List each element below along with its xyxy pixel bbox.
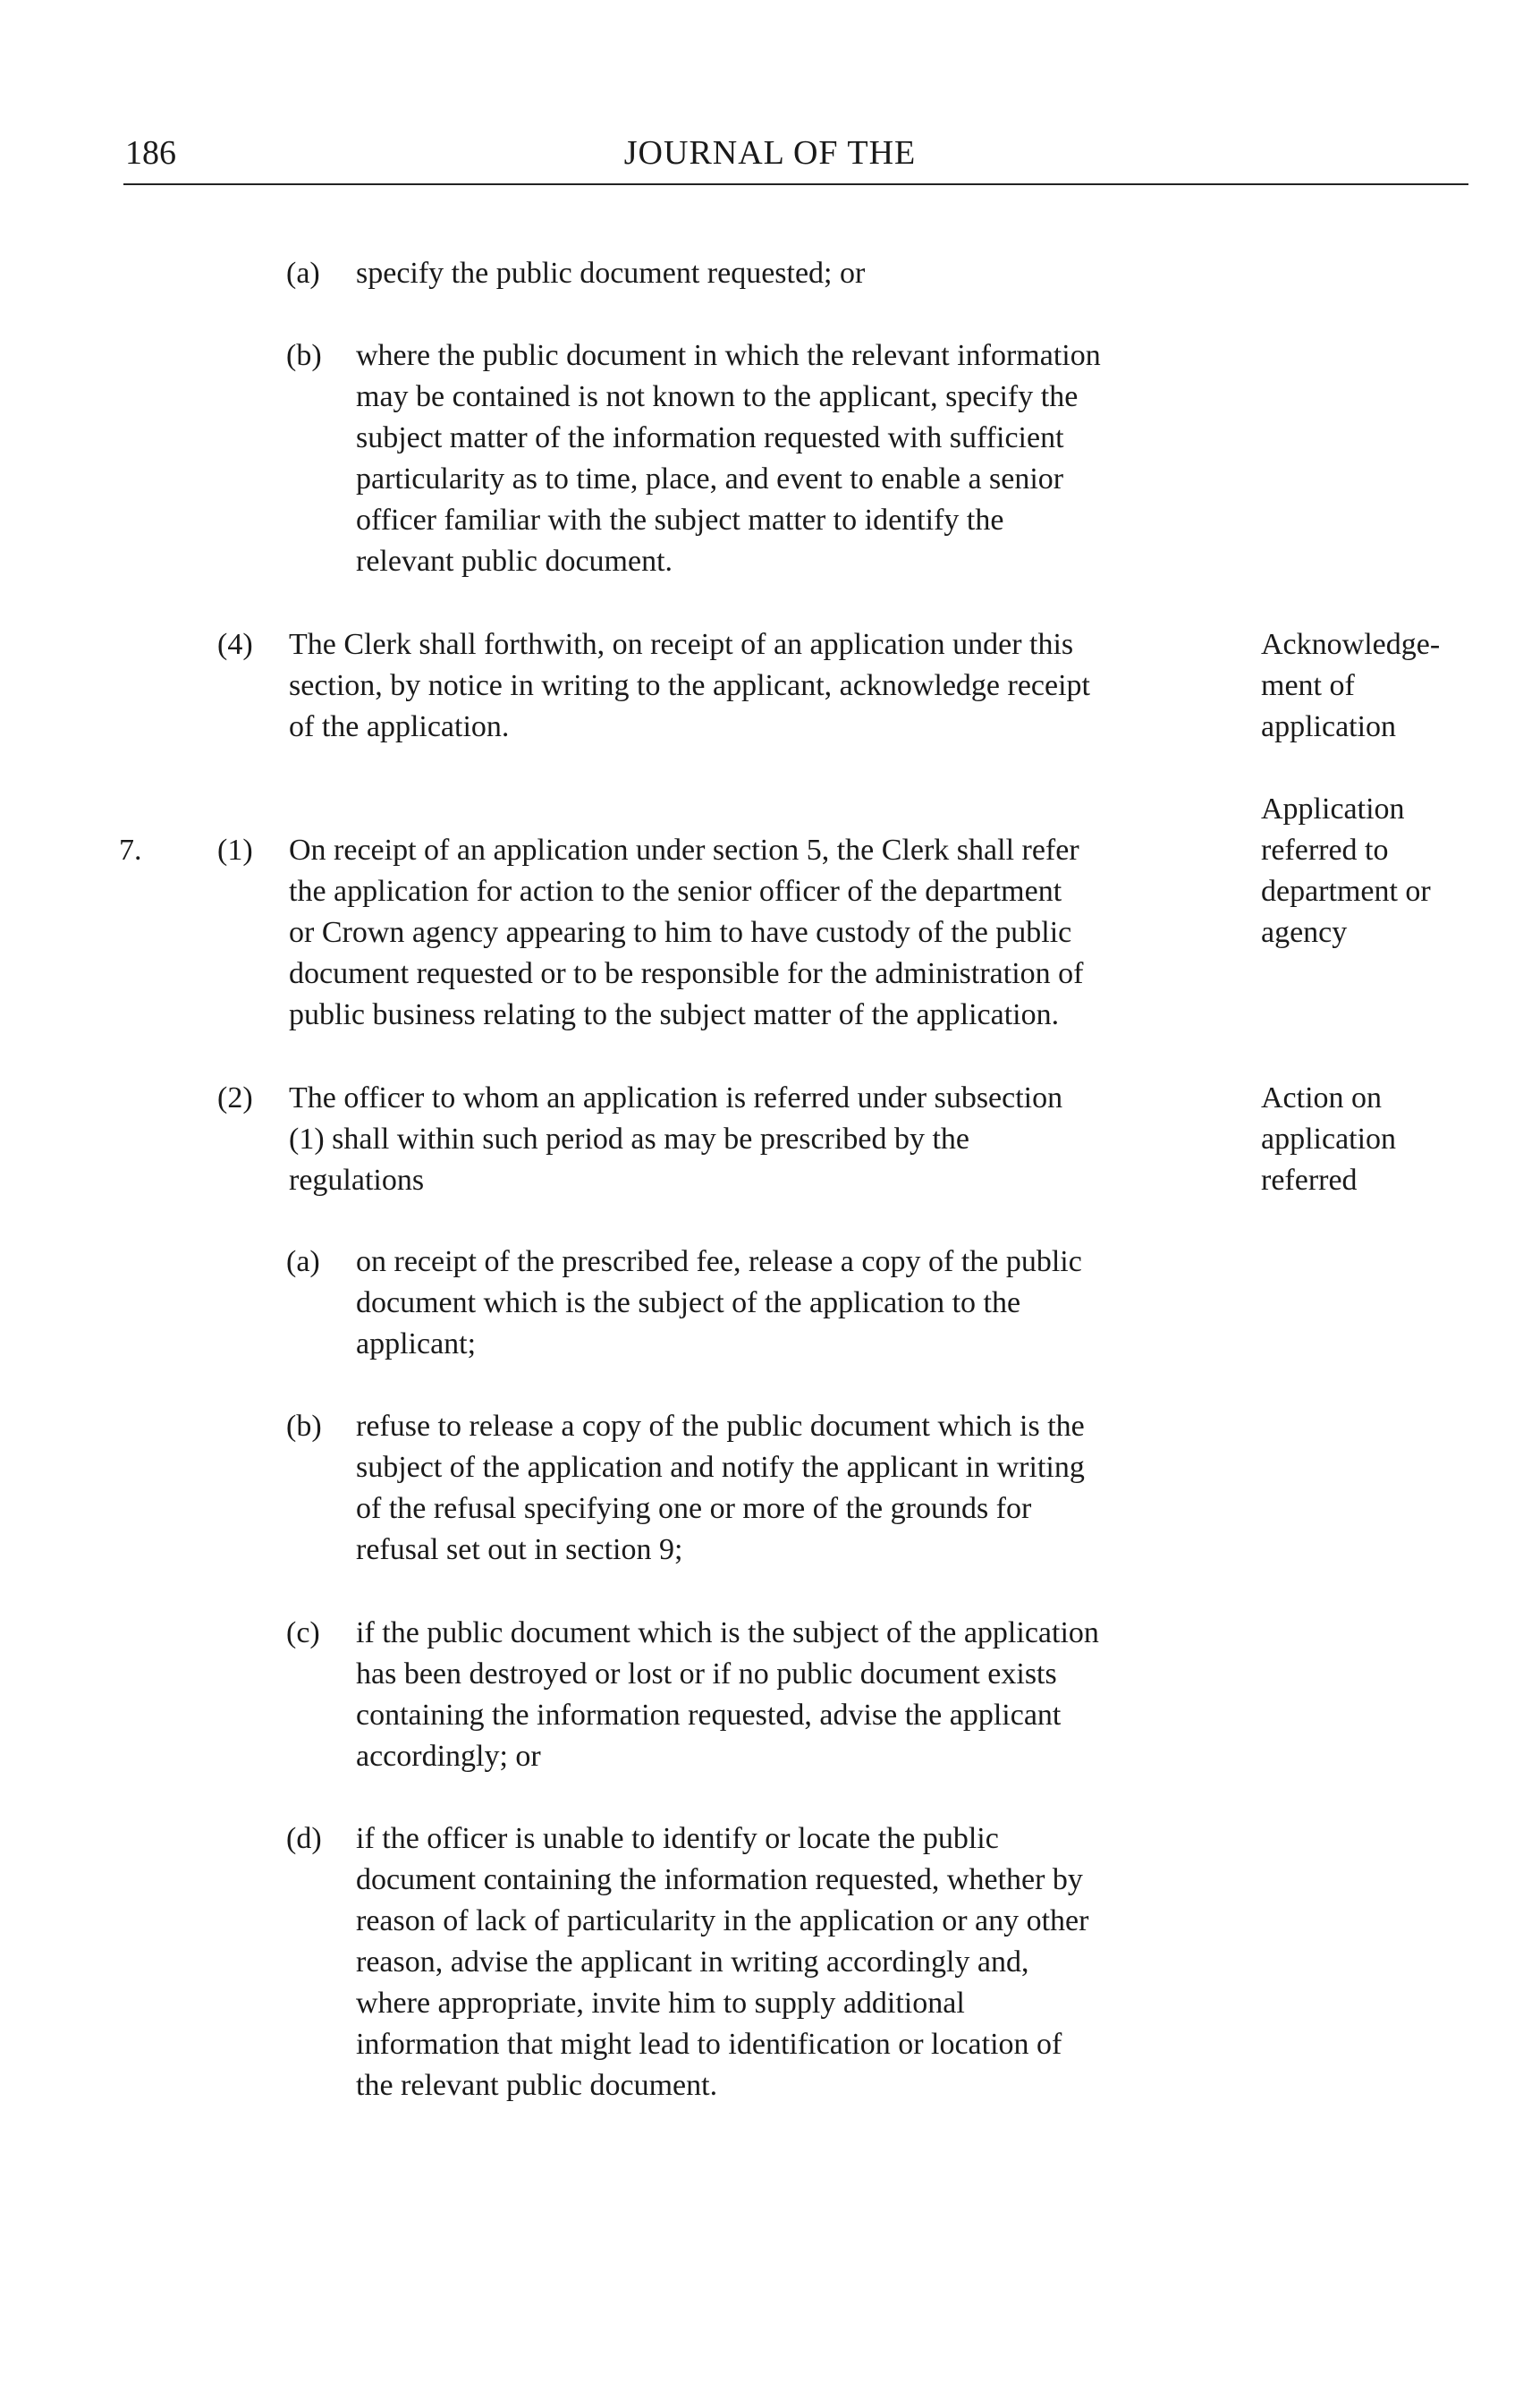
text-line: subject matter of the information requested with sufficient bbox=[356, 421, 1064, 454]
text-line: relevant public document. bbox=[356, 545, 673, 578]
margin-note-line: Acknowledge- bbox=[1261, 628, 1441, 661]
text-line: specify the public document requested; or bbox=[356, 257, 866, 290]
text-line: officer familiar with the subject matter to identify the bbox=[356, 504, 1004, 537]
margin-note-line: application bbox=[1261, 710, 1397, 743]
margin-note-line: ment of bbox=[1261, 669, 1355, 702]
text-line: refusal set out in section 9; bbox=[356, 1533, 683, 1566]
margin-note-line: department or bbox=[1261, 875, 1431, 908]
text-line: accordingly; or bbox=[356, 1740, 541, 1773]
header-rule bbox=[123, 183, 1468, 185]
margin-note-line: referred to bbox=[1261, 834, 1389, 867]
clause-label: (b) bbox=[286, 339, 322, 372]
subsection-label: (4) bbox=[217, 628, 253, 661]
text-line: document requested or to be responsible for the administration of bbox=[289, 957, 1084, 990]
text-line: The Clerk shall forthwith, on receipt of an application under this bbox=[289, 628, 1074, 661]
text-line: or Crown agency appearing to him to have custody of the public bbox=[289, 916, 1072, 949]
text-line: information that might lead to identification or location of bbox=[356, 2028, 1062, 2061]
text-line: may be contained is not known to the applicant, specify the bbox=[356, 380, 1079, 413]
text-line: containing the information requested, advise the applicant bbox=[356, 1699, 1062, 1732]
subsection-label: (1) bbox=[217, 834, 253, 867]
journal-title: JOURNAL OF THE bbox=[623, 134, 917, 172]
subsection-label: (2) bbox=[217, 1081, 253, 1115]
margin-note-line: application bbox=[1261, 1123, 1397, 1156]
margin-note-application-referred bbox=[1261, 789, 1476, 953]
clause-text bbox=[356, 1818, 1197, 2106]
clause-text bbox=[356, 1242, 1197, 1365]
clause-text bbox=[356, 1613, 1197, 1777]
clause-label: (c) bbox=[286, 1616, 320, 1649]
text-line: public business relating to the subject matter of the application. bbox=[289, 998, 1060, 1031]
page-header bbox=[0, 0, 1540, 188]
text-line: The officer to whom an application is referred under subsection bbox=[289, 1081, 1063, 1115]
text-line: if the public document which is the subject of the application bbox=[356, 1616, 1099, 1649]
text-line: subject of the application and notify the applicant in writing bbox=[356, 1451, 1085, 1484]
clause-text bbox=[356, 253, 1197, 294]
margin-note-line: Action on bbox=[1261, 1081, 1383, 1115]
text-line: where the public document in which the relevant information bbox=[356, 339, 1101, 372]
text-line: reason of lack of particularity in the application or any other bbox=[356, 1904, 1089, 1937]
clause-label: (a) bbox=[286, 257, 320, 290]
text-line: on receipt of the prescribed fee, release a copy of the public bbox=[356, 1245, 1082, 1278]
page-number: 186 bbox=[125, 134, 176, 172]
text-line: the application for action to the senior officer of the department bbox=[289, 875, 1062, 908]
text-line: the relevant public document. bbox=[356, 2069, 718, 2102]
section-number: 7. bbox=[119, 834, 142, 867]
text-line: applicant; bbox=[356, 1327, 477, 1360]
margin-note-acknowledgement bbox=[1261, 624, 1476, 748]
text-line: On receipt of an application under section 5, the Clerk shall refer bbox=[289, 834, 1079, 867]
text-line: particularity as to time, place, and event to enable a senior bbox=[356, 462, 1064, 496]
margin-note-action bbox=[1261, 1078, 1476, 1201]
text-line: if the officer is unable to identify or locate the public bbox=[356, 1822, 999, 1855]
clause-text bbox=[356, 335, 1197, 582]
subsection-text bbox=[289, 624, 1197, 748]
text-line: refuse to release a copy of the public document which is the bbox=[356, 1410, 1085, 1443]
text-line: section, by notice in writing to the applicant, acknowledge receipt bbox=[289, 669, 1090, 702]
text-line: reason, advise the applicant in writing accordingly and, bbox=[356, 1945, 1029, 1979]
text-line: document which is the subject of the application to the bbox=[356, 1286, 1021, 1319]
subsection-text bbox=[289, 1078, 1197, 1201]
text-line: of the application. bbox=[289, 710, 510, 743]
text-line: where appropriate, invite him to supply additional bbox=[356, 1987, 965, 2020]
clause-label: (d) bbox=[286, 1822, 322, 1855]
margin-note-line: referred bbox=[1261, 1164, 1358, 1197]
margin-note-line: Application bbox=[1261, 792, 1405, 826]
text-line: has been destroyed or lost or if no public document exists bbox=[356, 1657, 1057, 1691]
text-line: document containing the information requested, whether by bbox=[356, 1863, 1083, 1896]
clause-text bbox=[356, 1406, 1197, 1571]
clause-label: (a) bbox=[286, 1245, 320, 1278]
text-line: of the refusal specifying one or more of the grounds for bbox=[356, 1492, 1032, 1525]
text-line: (1) shall within such period as may be prescribed by the bbox=[289, 1123, 970, 1156]
subsection-text bbox=[289, 830, 1197, 1036]
text-line: regulations bbox=[289, 1164, 425, 1197]
margin-note-line: agency bbox=[1261, 916, 1348, 949]
clause-label: (b) bbox=[286, 1410, 322, 1443]
